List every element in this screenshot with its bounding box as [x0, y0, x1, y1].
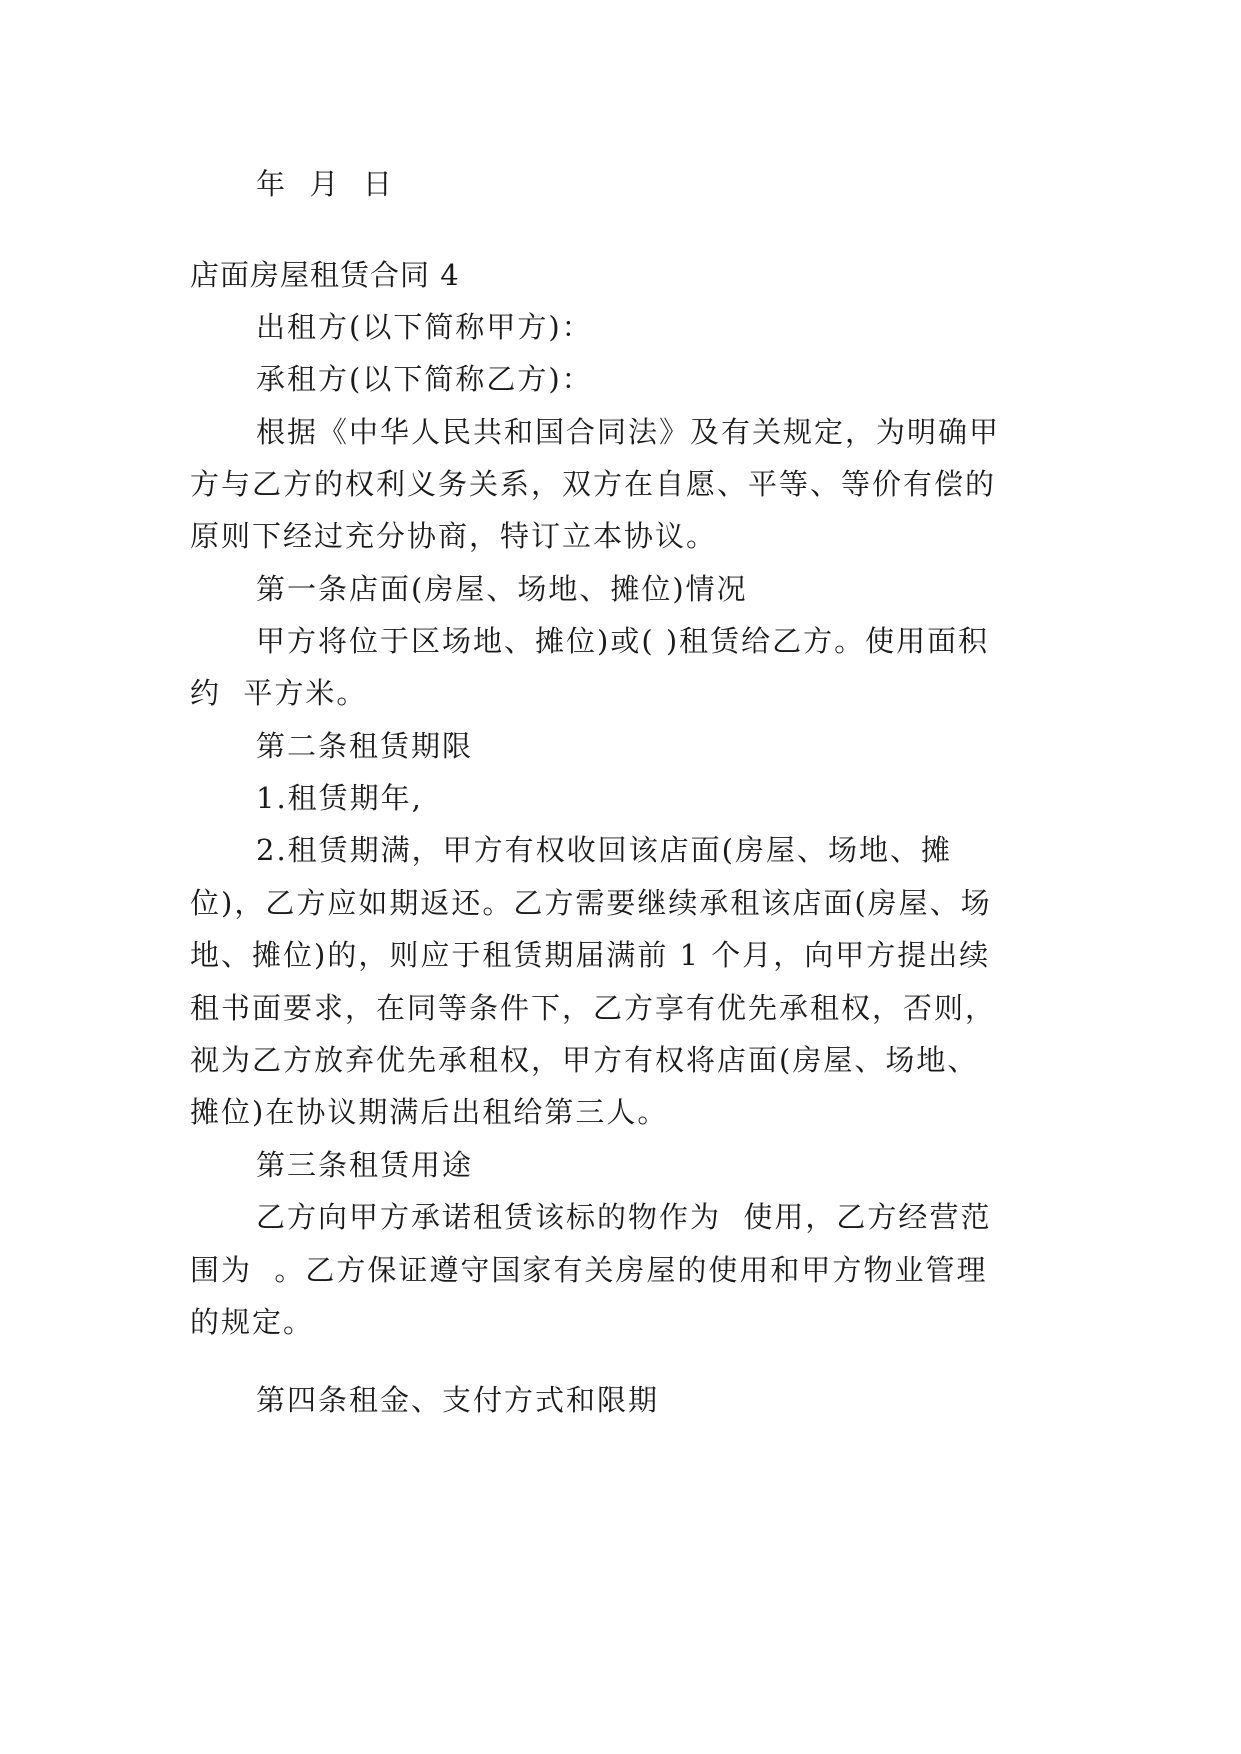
article2-item-1: 1.租赁期年, — [256, 781, 423, 815]
article2-item-2-line-5: 视为乙方放弃优先承租权，甲方有权将店面(房屋、场地、 — [190, 1043, 979, 1077]
article3-line-3: 的规定。 — [190, 1305, 315, 1339]
article2-item-2-line-1: 2.租赁期满，甲方有权收回该店面(房屋、场地、摊 — [256, 833, 952, 867]
article2-heading: 第二条租赁期限 — [256, 729, 474, 763]
article3-line-1: 乙方向甲方承诺租赁该标的物作为 使用，乙方经营范 — [256, 1200, 992, 1234]
preamble-line-1: 根据《中华人民共和国合同法》及有关规定，为明确甲 — [256, 415, 1001, 449]
contract-title: 店面房屋租赁合同 4 — [190, 258, 460, 292]
lessor-line: 出租方(以下简称甲方)： — [256, 310, 593, 344]
article1-heading: 第一条店面(房屋、场地、摊位)情况 — [256, 572, 748, 606]
date-line: 年 月 日 — [256, 167, 394, 201]
preamble-line-3: 原则下经过充分协商，特订立本协议。 — [190, 519, 718, 553]
article2-item-2-line-4: 租书面要求，在同等条件下，乙方享有优先承租权，否则， — [190, 991, 997, 1025]
preamble-line-2: 方与乙方的权利义务关系，双方在自愿、平等、等价有偿的 — [190, 467, 997, 501]
article4-heading: 第四条租金、支付方式和限期 — [256, 1383, 660, 1417]
article1-line-1: 甲方将位于区场地、摊位)或( )租赁给乙方。使用面积 — [256, 624, 990, 658]
article2-item-2-line-3: 地、摊位)的，则应于租赁期届满前 1 个月，向甲方提出续 — [190, 938, 991, 972]
lessee-line: 承租方(以下简称乙方)： — [256, 362, 593, 396]
article2-item-2-line-2: 位)，乙方应如期返还。乙方需要继续承租该店面(房屋、场 — [190, 886, 992, 920]
article3-line-2: 围为 。乙方保证遵守国家有关房屋的使用和甲方物业管理 — [190, 1253, 988, 1287]
article1-line-2: 约 平方米。 — [190, 676, 368, 710]
article3-heading: 第三条租赁用途 — [256, 1148, 474, 1182]
article2-item-2-line-6: 摊位)在协议期满后出租给第三人。 — [190, 1095, 669, 1129]
